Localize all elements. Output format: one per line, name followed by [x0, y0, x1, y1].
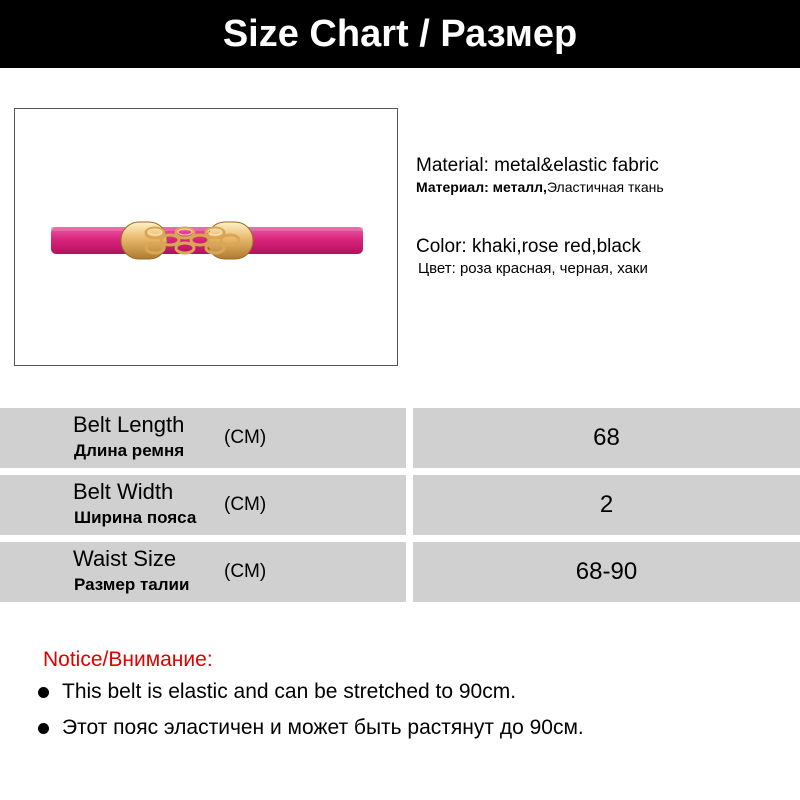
notice-item [38, 716, 584, 740]
label-ru: Ширина пояса [74, 508, 197, 527]
unit-label: (CM) [224, 494, 267, 515]
page-header [0, 0, 800, 68]
label-ru: Длина ремня [74, 441, 185, 460]
table-row [0, 542, 800, 602]
page-title: Size Chart / Размер [222, 12, 578, 55]
label-ru: Размер талии [74, 575, 190, 594]
row-label-cell [0, 542, 406, 602]
unit-label: (CM) [224, 561, 267, 582]
bullet-icon [38, 687, 49, 698]
color-ru: Цвет: роза красная, черная, хаки [418, 260, 648, 277]
label-en: Belt Length [73, 412, 185, 437]
notice-item [38, 680, 516, 704]
color-info [416, 236, 796, 280]
label-en: Belt Width [73, 479, 174, 504]
row-value-cell: 2 [413, 475, 800, 535]
product-photo [14, 108, 398, 366]
row-value-cell: 68 [413, 408, 800, 468]
color-en: Color: khaki,rose red,black [416, 236, 641, 257]
unit-label: (CM) [224, 427, 267, 448]
row-label-cell [0, 408, 406, 468]
table-row [0, 475, 800, 535]
notice-title: Notice/Внимание: [43, 648, 213, 671]
table-row [0, 408, 800, 468]
material-ru: Материал: металл,Эластичная ткань [416, 179, 664, 195]
belt-image [15, 109, 399, 367]
label-en: Waist Size [73, 546, 177, 571]
material-info [416, 155, 796, 197]
material-en: Material: metal&elastic fabric [416, 155, 659, 176]
bullet-icon [38, 723, 49, 734]
row-label-cell [0, 475, 406, 535]
notice-text: Этот пояс эластичен и может быть растянут до 90см. [62, 716, 584, 739]
notice-text: This belt is elastic and can be stretched to 90cm. [62, 680, 517, 703]
row-value-cell: 68-90 [413, 542, 800, 602]
